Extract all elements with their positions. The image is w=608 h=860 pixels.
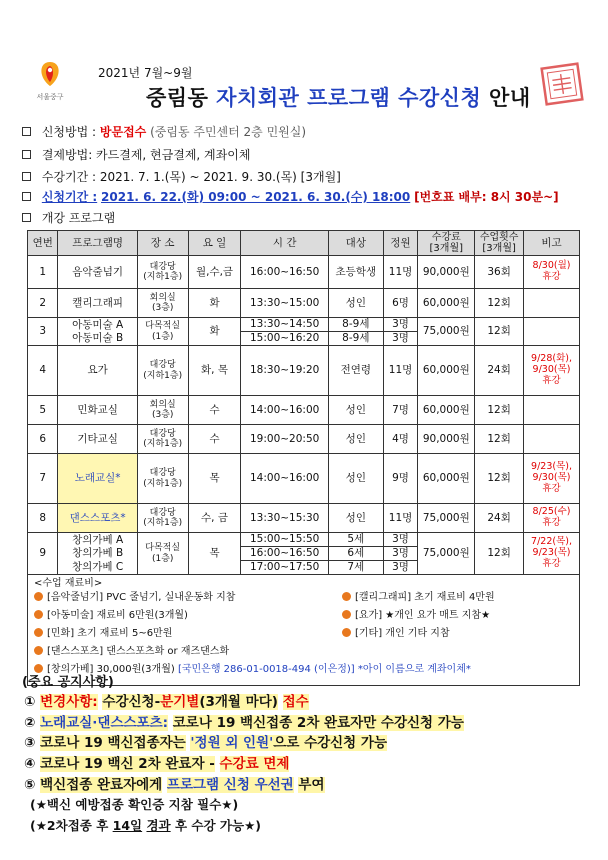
fee-text: [기타] 개인 기타 지참 bbox=[355, 627, 450, 639]
fees-row bbox=[28, 575, 580, 686]
bullet-icon bbox=[34, 646, 43, 655]
notice-text: 부여 bbox=[298, 777, 325, 793]
payment-text: 결제방법: 카드결제, 현금결제, 계좌이체 bbox=[41, 148, 251, 162]
cell-target: 전연령 bbox=[328, 346, 383, 396]
col-header: 수강료 [3개월] bbox=[418, 231, 475, 256]
cell-fee: 60,000원 bbox=[418, 396, 475, 425]
cell-no: 4 bbox=[28, 346, 58, 396]
cell-fee: 90,000원 bbox=[418, 256, 475, 289]
apply-note: [번호표 배부: 8시 30분~] bbox=[414, 190, 559, 204]
cell-fee: 75,000원 bbox=[418, 504, 475, 533]
cell-place: 대강당 (지하1층) bbox=[137, 346, 188, 396]
col-header: 시 간 bbox=[241, 231, 328, 256]
apply-value: 2021. 6. 22.(화) 09:00 ~ 2021. 6. 30.(수) 18:00 bbox=[101, 190, 411, 204]
cell-place: 대강당 (지하1층) bbox=[137, 425, 188, 454]
cell-no: 6 bbox=[28, 425, 58, 454]
official-stamp-icon bbox=[540, 62, 584, 106]
notice-num: ③ bbox=[24, 735, 36, 751]
cell-note bbox=[524, 318, 580, 346]
cell-place: 대강당 (지하1층) bbox=[137, 504, 188, 533]
jung-gu-emblem-icon bbox=[38, 60, 62, 90]
cell-time: 15:00~16:20 bbox=[241, 332, 328, 346]
cell-time: 19:00~20:50 bbox=[241, 425, 328, 454]
col-header: 수업횟수 [3개월] bbox=[475, 231, 524, 256]
cell-note: 8/25(수) 휴강 bbox=[524, 504, 580, 533]
table-row bbox=[28, 425, 580, 454]
cell-time: 16:00~16:50 bbox=[241, 547, 328, 561]
cell-name: 댄스스포츠* bbox=[58, 504, 137, 533]
cell-note: 8/30(월) 휴강 bbox=[524, 256, 580, 289]
notice-1 bbox=[24, 690, 309, 710]
fee-line bbox=[34, 646, 573, 664]
fee-item bbox=[342, 610, 490, 622]
cell-no: 5 bbox=[28, 396, 58, 425]
cell-count: 24회 bbox=[475, 346, 524, 396]
bank-account: [국민은행 286-01-0018-494 (이은정)] bbox=[177, 663, 355, 675]
checkbox-icon bbox=[22, 192, 31, 201]
cell-count: 36회 bbox=[475, 256, 524, 289]
cell-time: 14:00~16:00 bbox=[241, 454, 328, 504]
notice-text: 으로 수강신청 가능 bbox=[273, 735, 388, 751]
bullet-icon bbox=[342, 610, 351, 619]
fee-item bbox=[34, 610, 188, 622]
cell-cap: 3명 bbox=[383, 561, 418, 575]
fee-text: [아동미술] 재료비 6만원(3개월) bbox=[47, 609, 188, 621]
programs-label: 개강 프로그램 bbox=[41, 211, 116, 225]
cell-time: 13:30~14:50 bbox=[241, 318, 328, 332]
notice-text: 코로나 19 백신접종자는 bbox=[40, 735, 186, 751]
period-subtitle: 2021년 7월~9월 bbox=[98, 66, 193, 80]
info-period bbox=[22, 168, 341, 185]
fee-item bbox=[342, 592, 495, 604]
cell-place: 다목적실 (1층) bbox=[137, 318, 188, 346]
bullet-icon bbox=[342, 592, 351, 601]
notice-5 bbox=[24, 773, 325, 793]
cell-count: 12회 bbox=[475, 533, 524, 575]
notice-text: 코로나 19 백신접종 2차 완료자만 수강신청 가능 bbox=[172, 715, 464, 731]
col-header: 대상 bbox=[328, 231, 383, 256]
cell-fee: 75,000원 bbox=[418, 318, 475, 346]
info-payment bbox=[22, 146, 250, 163]
fee-item bbox=[342, 628, 450, 640]
notice-text: 경과 bbox=[146, 818, 171, 833]
cell-fee: 75,000원 bbox=[418, 533, 475, 575]
cell-no: 9 bbox=[28, 533, 58, 575]
cell-target: 6세 bbox=[328, 547, 383, 561]
cell-name: 창의가베 C bbox=[58, 561, 137, 575]
bullet-icon bbox=[342, 628, 351, 637]
notice-text: (★2차접종 후 bbox=[30, 818, 109, 833]
cell-day: 화, 목 bbox=[188, 346, 241, 396]
checkbox-icon bbox=[22, 172, 31, 181]
fee-item bbox=[34, 592, 235, 604]
cell-place: 회의실 (3층) bbox=[137, 289, 188, 318]
cell-day: 월,수,금 bbox=[188, 256, 241, 289]
cell-target: 성인 bbox=[328, 425, 383, 454]
cell-count: 12회 bbox=[475, 396, 524, 425]
fee-text: [캘리그래피] 초기 재료비 4만원 bbox=[355, 591, 495, 603]
bullet-icon bbox=[34, 610, 43, 619]
notice-num: ② bbox=[24, 715, 36, 731]
cell-no: 8 bbox=[28, 504, 58, 533]
col-header: 비고 bbox=[524, 231, 580, 256]
fee-text: [창의가베] 30,000원(3개월) bbox=[47, 663, 175, 675]
notice-num: ④ bbox=[24, 756, 36, 772]
program-table bbox=[27, 230, 580, 686]
col-header: 정원 bbox=[383, 231, 418, 256]
cell-count: 12회 bbox=[475, 318, 524, 346]
fees-title: <수업 재료비> bbox=[34, 578, 103, 589]
cell-name: 노래교실* bbox=[58, 454, 137, 504]
cell-day: 목 bbox=[188, 533, 241, 575]
cell-name: 아동미술 A bbox=[58, 318, 137, 332]
fee-text: [요가] ★개인 요가 매트 지참★ bbox=[355, 609, 491, 621]
cell-cap: 3명 bbox=[383, 533, 418, 547]
cell-fee: 60,000원 bbox=[418, 454, 475, 504]
table-row bbox=[28, 504, 580, 533]
cell-name: 민화교실 bbox=[58, 396, 137, 425]
cell-count: 12회 bbox=[475, 454, 524, 504]
cell-time: 15:00~15:50 bbox=[241, 533, 328, 547]
table-row bbox=[28, 289, 580, 318]
cell-no: 1 bbox=[28, 256, 58, 289]
col-header: 요 일 bbox=[188, 231, 241, 256]
table-row bbox=[28, 346, 580, 396]
method-value: 방문접수 bbox=[99, 125, 147, 139]
cell-name: 기타교실 bbox=[58, 425, 137, 454]
notice-num: ⑤ bbox=[24, 777, 36, 793]
info-method bbox=[22, 123, 306, 140]
cell-name: 창의가베 A bbox=[58, 533, 137, 547]
cell-cap: 11명 bbox=[383, 256, 418, 289]
cell-place: 회의실 (3층) bbox=[137, 396, 188, 425]
cell-cap: 3명 bbox=[383, 318, 418, 332]
cell-day: 수 bbox=[188, 396, 241, 425]
notice-7 bbox=[30, 816, 261, 834]
cell-name: 음악줄넘기 bbox=[58, 256, 137, 289]
cell-target: 성인 bbox=[328, 504, 383, 533]
col-header: 연번 bbox=[28, 231, 58, 256]
cell-note: 7/22(목), 9/23(목) 휴강 bbox=[524, 533, 580, 575]
fee-line bbox=[34, 628, 573, 646]
cell-day: 화 bbox=[188, 289, 241, 318]
period-text: 수강기간 : 2021. 7. 1.(목) ~ 2021. 9. 30.(목) [3개월] bbox=[41, 170, 341, 184]
notice-text: '정원 외 인원' bbox=[190, 735, 274, 751]
table-row bbox=[28, 533, 580, 547]
cell-cap: 11명 bbox=[383, 346, 418, 396]
cell-target: 8-9세 bbox=[328, 318, 383, 332]
district-logo bbox=[30, 60, 70, 106]
cell-day: 목 bbox=[188, 454, 241, 504]
notice-2 bbox=[24, 711, 464, 731]
cell-target: 성인 bbox=[328, 396, 383, 425]
page-title bbox=[146, 82, 531, 112]
cell-no: 2 bbox=[28, 289, 58, 318]
notice-text: 백신접종 완료자에게 bbox=[40, 777, 163, 793]
cell-note bbox=[524, 396, 580, 425]
cell-target: 7세 bbox=[328, 561, 383, 575]
cell-note: 9/28(화), 9/30(목) 휴강 bbox=[524, 346, 580, 396]
notice-text: 분기별 bbox=[160, 694, 200, 710]
cell-time: 14:00~16:00 bbox=[241, 396, 328, 425]
fee-text: [민화] 초기 재료비 5~6만원 bbox=[47, 627, 173, 639]
info-programs bbox=[22, 209, 115, 226]
table-header-row bbox=[28, 231, 580, 256]
fee-line bbox=[34, 592, 573, 610]
cell-no: 3 bbox=[28, 318, 58, 346]
cell-time: 18:30~19:20 bbox=[241, 346, 328, 396]
notice-text: 수강신청- bbox=[102, 694, 161, 710]
fee-line bbox=[34, 610, 573, 628]
col-header: 프로그램명 bbox=[58, 231, 137, 256]
cell-target: 성인 bbox=[328, 289, 383, 318]
cell-cap: 3명 bbox=[383, 332, 418, 346]
cell-name: 요가 bbox=[58, 346, 137, 396]
cell-fee: 60,000원 bbox=[418, 346, 475, 396]
notice-text: 변경사항: bbox=[40, 694, 98, 710]
cell-time: 13:30~15:30 bbox=[241, 504, 328, 533]
notice-text: 수강료 면제 bbox=[219, 756, 290, 772]
cell-target: 성인 bbox=[328, 454, 383, 504]
method-label: 신청방법 : bbox=[41, 125, 97, 139]
notice-text: 프로그램 신청 우선권 bbox=[166, 777, 294, 793]
notice-3 bbox=[24, 731, 387, 751]
account-note: *아이 이름으로 계좌이체* bbox=[357, 663, 471, 675]
material-fees-box bbox=[28, 575, 580, 686]
bullet-icon bbox=[34, 628, 43, 637]
cell-count: 12회 bbox=[475, 425, 524, 454]
fee-text: [음악줄넘기] PVC 줄넘기, 실내운동화 지참 bbox=[47, 591, 236, 603]
fee-text: [댄스스포츠] 댄스스포츠화 or 재즈댄스화 bbox=[47, 645, 230, 657]
cell-name: 아동미술 B bbox=[58, 332, 137, 346]
cell-place: 대강당 (지하1층) bbox=[137, 256, 188, 289]
notice-text: 14일 bbox=[112, 818, 143, 833]
cell-fee: 90,000원 bbox=[418, 425, 475, 454]
logo-text: 서울중구 bbox=[36, 93, 64, 101]
cell-time: 16:00~16:50 bbox=[241, 256, 328, 289]
cell-no: 7 bbox=[28, 454, 58, 504]
fee-item bbox=[34, 628, 172, 640]
cell-note: 9/23(목), 9/30(목) 휴강 bbox=[524, 454, 580, 504]
notice-6: (★백신 예방접종 확인증 지참 필수★) bbox=[30, 797, 239, 812]
cell-note bbox=[524, 289, 580, 318]
cell-cap: 11명 bbox=[383, 504, 418, 533]
notice-4 bbox=[24, 752, 289, 772]
table-row bbox=[28, 454, 580, 504]
info-apply bbox=[22, 188, 559, 205]
cell-cap: 6명 bbox=[383, 289, 418, 318]
title-part3: 안내 bbox=[489, 86, 531, 110]
cell-count: 12회 bbox=[475, 289, 524, 318]
notice-text: 코로나 19 백신 2차 완료자 - bbox=[40, 756, 215, 772]
cell-cap: 9명 bbox=[383, 454, 418, 504]
table-row bbox=[28, 256, 580, 289]
cell-cap: 3명 bbox=[383, 547, 418, 561]
cell-day: 화 bbox=[188, 318, 241, 346]
checkbox-icon bbox=[22, 213, 31, 222]
bullet-icon bbox=[34, 592, 43, 601]
notice-text: (3개월 마다) bbox=[199, 694, 278, 710]
cell-place: 대강당 (지하1층) bbox=[137, 454, 188, 504]
table-row bbox=[28, 318, 580, 332]
cell-target: 5세 bbox=[328, 533, 383, 547]
checkbox-icon bbox=[22, 127, 31, 136]
cell-time: 17:00~17:50 bbox=[241, 561, 328, 575]
cell-cap: 7명 bbox=[383, 396, 418, 425]
col-header: 장 소 bbox=[137, 231, 188, 256]
title-part2: 자치회관 프로그램 수강신청 bbox=[216, 86, 482, 110]
cell-count: 24회 bbox=[475, 504, 524, 533]
cell-day: 수 bbox=[188, 425, 241, 454]
cell-name: 캘리그래피 bbox=[58, 289, 137, 318]
notice-text: 노래교실·댄스스포츠: bbox=[40, 715, 169, 731]
cell-target: 8-9세 bbox=[328, 332, 383, 346]
notice-num: ① bbox=[24, 694, 36, 710]
cell-fee: 60,000원 bbox=[418, 289, 475, 318]
checkbox-icon bbox=[22, 150, 31, 159]
cell-day: 수, 금 bbox=[188, 504, 241, 533]
fee-line bbox=[34, 664, 573, 682]
table-row bbox=[28, 396, 580, 425]
cell-note bbox=[524, 425, 580, 454]
notice-text: 후 수강 가능★) bbox=[175, 818, 261, 833]
cell-target: 초등학생 bbox=[328, 256, 383, 289]
title-part1: 중림동 bbox=[146, 86, 209, 110]
fee-item bbox=[34, 646, 229, 658]
cell-place: 다목적실 (1층) bbox=[137, 533, 188, 575]
cell-name: 창의가베 B bbox=[58, 547, 137, 561]
notice-text: 접수 bbox=[282, 694, 309, 710]
method-note: (중림동 주민센터 2층 민원실) bbox=[150, 125, 307, 139]
notice-title: (중요 공지사항) bbox=[22, 675, 114, 690]
cell-cap: 4명 bbox=[383, 425, 418, 454]
cell-time: 13:30~15:00 bbox=[241, 289, 328, 318]
apply-label: 신청기간 : bbox=[41, 190, 98, 204]
